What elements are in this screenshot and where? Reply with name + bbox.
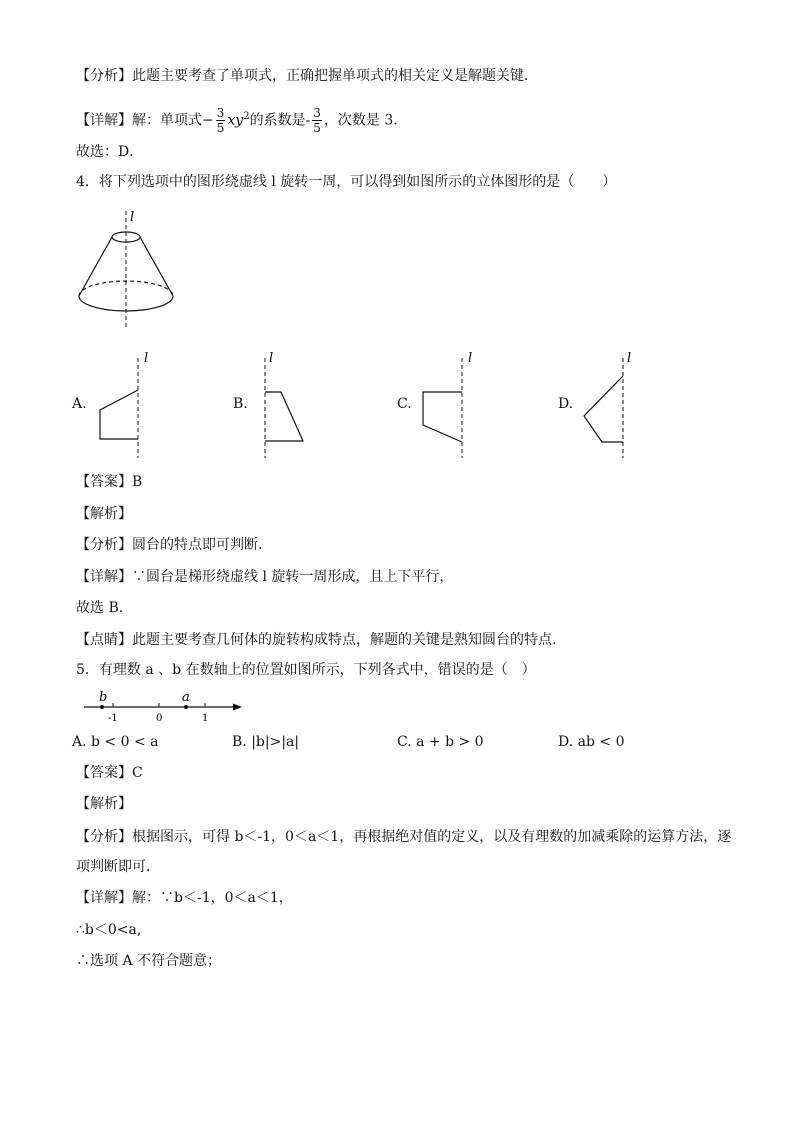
analysis-line-q5-2: 项判断即可． (76, 859, 160, 875)
tick-0: 0 (156, 713, 163, 724)
variable-xy: xy (227, 112, 244, 129)
comment-line-q4: 【点睛】此题主要考查几何体的旋转构成特点，解题的关键是熟知圆台的特点. (76, 632, 557, 648)
detail-line-q4: 【详解】∵圆台是梯形绕虚线 l 旋转一周形成，且上下平行， (76, 569, 454, 585)
fraction-coefficient: $\frac{3}{5}$ (216, 106, 225, 136)
detail-text-mid: 的系数是- (249, 112, 311, 129)
analysis-line-q5-1: 【分析】根据图示，可得 b＜-1，0＜a＜1，再根据绝对值的定义，以及有理数的加减乘除的运算方法，逐 (76, 829, 732, 845)
svg-text:l: l (468, 351, 473, 366)
q5-option-d[interactable]: D. ab < 0 (558, 734, 625, 750)
question-5: 5．有理数 a 、b 在数轴上的位置如图所示，下列各式中，错误的是（ ） (76, 662, 536, 678)
answer-q5: 【答案】C (76, 765, 143, 781)
tick-1: 1 (202, 713, 209, 724)
step-line-2: ∴选项 A 不符合题意； (76, 953, 222, 969)
fraction-answer: $\frac{3}{5}$ (313, 106, 321, 136)
choice-line-q3: 故选：D． (76, 144, 144, 160)
question-4: 4．将下列选项中的图形绕虚线 l 旋转一周，可以得到如图所示的立体图形的是（ ） (76, 174, 617, 190)
q5-option-a[interactable]: A. b < 0 < a (72, 734, 159, 750)
exponent: 2 (243, 111, 250, 122)
option-a-label[interactable]: A. (72, 396, 87, 412)
analysis-line-q3: 【分析】此题主要考查了单项式，正确把握单项式的相关定义是解题关键． (76, 68, 538, 84)
option-d-figure[interactable] (578, 350, 648, 460)
answer-q4: 【答案】B (76, 474, 143, 490)
detail-text-end: ，次数是 3. (323, 112, 398, 129)
detail-line-q3 (76, 100, 398, 138)
svg-text:l: l (627, 351, 632, 366)
tick-neg1: -1 (108, 713, 118, 724)
analysis-line-q4: 【分析】圆台的特点即可判断. (76, 537, 263, 553)
choice-line-q4: 故选 B. (76, 600, 124, 616)
svg-text:l: l (144, 351, 149, 366)
option-a-figure[interactable] (90, 350, 160, 460)
analysis-header-q4: 【解析】 (76, 506, 132, 522)
q5-option-b[interactable]: B. |b|>|a| (232, 734, 300, 750)
point-a-label: a (182, 690, 190, 705)
svg-text:l: l (269, 351, 274, 366)
option-c-label[interactable]: C. (397, 396, 412, 412)
point-b-label: b (99, 690, 108, 705)
number-line (80, 688, 245, 724)
analysis-header-q5: 【解析】 (76, 796, 132, 812)
option-c-figure[interactable] (418, 350, 488, 460)
q5-option-c[interactable]: C. a + b > 0 (397, 734, 484, 750)
step-line-1: ∴b＜0<a, (76, 922, 142, 938)
option-b-label[interactable]: B. (233, 396, 248, 412)
svg-text:l: l (130, 210, 135, 225)
detail-line-q5: 【详解】解：∵b＜-1，0＜a＜1， (76, 890, 293, 906)
option-d-label[interactable]: D. (558, 396, 574, 412)
option-b-figure[interactable] (255, 350, 325, 460)
detail-text-start: 【详解】解：单项式− (76, 112, 214, 129)
frustum-figure (70, 205, 180, 330)
